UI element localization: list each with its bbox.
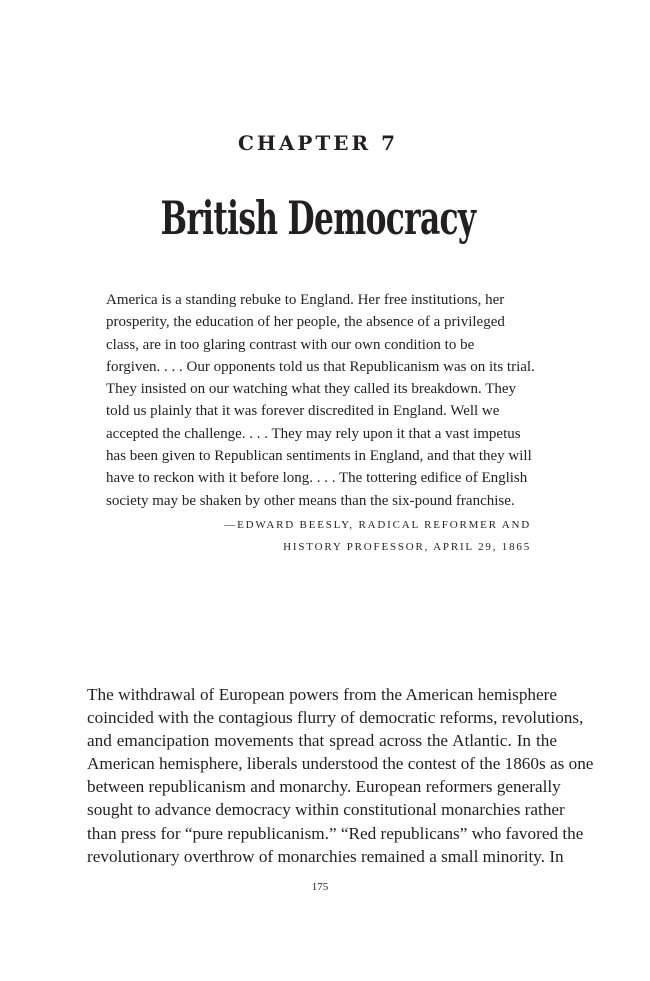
chapter-label: CHAPTER 7 bbox=[238, 131, 398, 155]
epigraph-line: class, are in too glaring contrast with our own condition to be bbox=[106, 336, 475, 353]
epigraph-attribution bbox=[106, 514, 531, 558]
chapter-title: British Democracy bbox=[160, 191, 476, 245]
body-line: than press for “pure republicanism.” “Red republicans” who favored the bbox=[87, 823, 584, 843]
attribution-line: HISTORY PROFESSOR, APRIL 29, 1865 bbox=[283, 541, 531, 553]
epigraph-line: has been given to Republican sentiments in England, and that they will bbox=[106, 448, 532, 465]
epigraph bbox=[106, 289, 546, 512]
epigraph-line: forgiven. . . . Our opponents told us that Republicanism was on its trial. bbox=[106, 358, 535, 375]
body-line: American hemisphere, liberals understood the contest of the 1860s as one bbox=[87, 754, 594, 774]
page-number: 175 bbox=[311, 881, 329, 893]
epigraph-line: They insisted on our watching what they called its breakdown. They bbox=[106, 381, 517, 398]
body-paragraph bbox=[87, 683, 594, 868]
body-line: between republicanism and monarchy. European reformers generally bbox=[87, 777, 561, 797]
body-line: revolutionary overthrow of monarchies remained a small minority. In bbox=[87, 846, 564, 866]
epigraph-line: accepted the challenge. . . . They may rely upon it that a vast impetus bbox=[106, 425, 521, 442]
epigraph-line: society may be shaken by other means than the six-pound franchise. bbox=[106, 492, 515, 509]
body-line: coincided with the contagious flurry of democratic reforms, revolutions, bbox=[87, 708, 584, 728]
epigraph-line: prosperity, the education of her people, the absence of a privileged bbox=[106, 314, 505, 331]
epigraph-line: America is a standing rebuke to England. Her free institutions, her bbox=[106, 292, 505, 308]
body-line: The withdrawal of European powers from the American hemisphere bbox=[87, 685, 557, 704]
epigraph-line: told us plainly that it was forever discredited in England. Well we bbox=[106, 403, 500, 420]
attribution-line: —EDWARD BEESLY, RADICAL REFORMER AND bbox=[224, 519, 531, 531]
body-line: and emancipation movements that spread across the Atlantic. In the bbox=[87, 731, 557, 751]
body-line: sought to advance democracy within constitutional monarchies rather bbox=[87, 800, 565, 820]
epigraph-line: have to reckon with it before long. . . . The tottering edifice of English bbox=[106, 470, 528, 487]
